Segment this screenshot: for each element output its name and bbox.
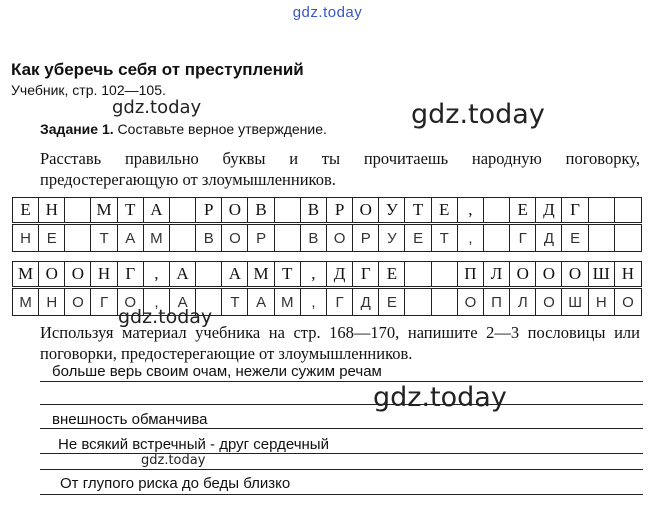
- puzzle-cell: У: [379, 225, 405, 251]
- puzzle-cell: П: [484, 289, 510, 315]
- puzzle-cell: О: [562, 262, 588, 286]
- puzzle-cell: Н: [91, 262, 117, 286]
- puzzle-cell: М: [13, 289, 39, 315]
- puzzle-cell: А: [248, 289, 274, 315]
- puzzle-cell: О: [622, 293, 634, 311]
- puzzle-cell: [615, 225, 641, 251]
- puzzle-cell: М: [13, 262, 39, 286]
- puzzle-cell: Т: [118, 198, 144, 222]
- instruction-2: Используя материал учебника на стр. 168—170, напишите 2—3 пословицы или поговорки, предостерегающие от злоумышленников.: [40, 323, 640, 363]
- puzzle-cell: Е: [39, 225, 65, 251]
- writing-line: [40, 469, 643, 470]
- puzzle-cell: [432, 262, 458, 286]
- puzzle-cell: Г: [562, 198, 588, 222]
- writing-line: [40, 381, 643, 382]
- puzzle-cell: Е: [510, 198, 536, 222]
- page-title: Как уберечь себя от преступлений: [11, 60, 304, 79]
- puzzle-cell: [65, 225, 91, 251]
- puzzle-cell: Т: [222, 289, 248, 315]
- puzzle-cell: В: [301, 225, 327, 251]
- puzzle-cell: Л: [484, 262, 510, 286]
- puzzle-cell: Т: [432, 225, 458, 251]
- puzzle-cell: [405, 262, 431, 286]
- puzzle-cell: Т: [405, 198, 431, 222]
- task-text: Составьте верное утверждение.: [117, 121, 327, 137]
- puzzle-cell: А: [222, 262, 248, 286]
- textbook-reference: Учебник, стр. 102—105.: [11, 82, 166, 98]
- watermark: gdz.today: [373, 382, 507, 413]
- task-label: Задание 1.: [40, 121, 114, 137]
- puzzle-cell: А: [144, 198, 170, 222]
- puzzle-cell: ,: [301, 289, 327, 315]
- puzzle-row2-answer: [12, 288, 642, 316]
- task-heading: [40, 121, 327, 137]
- puzzle-cell: Д: [536, 198, 562, 222]
- puzzle-cell: [170, 198, 196, 222]
- puzzle-cell: О: [39, 262, 65, 286]
- puzzle-cell: [484, 225, 510, 251]
- puzzle-cell: А: [118, 225, 144, 251]
- puzzle-cell: Е: [432, 198, 458, 222]
- puzzle-cell: Г: [91, 289, 117, 315]
- puzzle-cell: Г: [510, 225, 536, 251]
- puzzle-cell: Е: [13, 198, 39, 222]
- puzzle-cell: О: [222, 225, 248, 251]
- puzzle-cell: ,: [301, 262, 327, 286]
- puzzle-cell: О: [118, 289, 144, 315]
- watermark: gdz.today: [141, 453, 206, 468]
- puzzle-cell: Н: [589, 289, 615, 315]
- puzzle-cell: Н: [39, 289, 65, 315]
- puzzle-cell: [170, 225, 196, 251]
- puzzle-cell: Р: [327, 198, 353, 222]
- puzzle-cell: О: [510, 262, 536, 286]
- puzzle-cell: Н: [621, 264, 635, 283]
- puzzle-cell: Д: [536, 225, 562, 251]
- puzzle-cell: Р: [196, 198, 222, 222]
- answer-line-2: внешность обманчива: [52, 411, 208, 428]
- writing-line: [40, 494, 643, 495]
- puzzle-cell: [275, 198, 301, 222]
- watermark: gdz.today: [118, 306, 213, 328]
- watermark-top: gdz.today: [292, 4, 363, 21]
- puzzle-cell: Г: [353, 262, 379, 286]
- puzzle-cell: ,: [458, 198, 484, 222]
- puzzle-row1-answer: [12, 224, 642, 252]
- instruction-1: Расставь правильно буквы и ты прочитаешь народную поговорку, предостерегающую от злоумышленников.: [40, 149, 640, 189]
- puzzle-cell: [65, 198, 91, 222]
- puzzle-cell: Т: [91, 225, 117, 251]
- puzzle-row1-given: [12, 197, 642, 223]
- answer-line-1: больше верь своим очам, нежели сужим речам: [52, 363, 382, 380]
- puzzle-cell: Н: [39, 198, 65, 222]
- puzzle-cell: ,: [144, 289, 170, 315]
- puzzle-cell: Е: [379, 289, 405, 315]
- puzzle-cell: Л: [510, 289, 536, 315]
- answer-line-3: Не всякий встречный - друг сердечный: [58, 436, 329, 453]
- puzzle-cell: Н: [13, 225, 39, 251]
- writing-line: [40, 404, 643, 405]
- puzzle-cell: А: [170, 289, 196, 315]
- puzzle-cell: М: [275, 289, 301, 315]
- puzzle-cell: А: [170, 262, 196, 286]
- puzzle-row2-given: [12, 261, 642, 287]
- puzzle-cell: Е: [379, 262, 405, 286]
- puzzle-cell: Д: [353, 289, 379, 315]
- puzzle-cell: О: [222, 198, 248, 222]
- puzzle-cell: ,: [144, 262, 170, 286]
- puzzle-cell: Г: [118, 262, 144, 286]
- puzzle-cell: Е: [562, 225, 588, 251]
- puzzle-cell: В: [248, 198, 274, 222]
- puzzle-cell: Т: [275, 262, 301, 286]
- puzzle-cell: [589, 225, 615, 251]
- puzzle-cell: О: [65, 289, 91, 315]
- puzzle-cell: М: [144, 225, 170, 251]
- puzzle-cell: ,: [458, 225, 484, 251]
- puzzle-cell: П: [458, 262, 484, 286]
- puzzle-cell: [615, 198, 641, 222]
- puzzle-cell: Р: [353, 225, 379, 251]
- puzzle-cell: [589, 198, 615, 222]
- puzzle-cell: О: [327, 225, 353, 251]
- puzzle-cell: М: [91, 198, 117, 222]
- puzzle-cell: О: [536, 262, 562, 286]
- puzzle-cell: Е: [405, 225, 431, 251]
- watermark: gdz.today: [411, 99, 545, 130]
- puzzle-cell: [484, 198, 510, 222]
- puzzle-cell: [405, 289, 431, 315]
- puzzle-cell: Д: [327, 262, 353, 286]
- puzzle-cell: В: [301, 198, 327, 222]
- writing-line: [40, 453, 643, 454]
- puzzle-cell: В: [196, 225, 222, 251]
- puzzle-cell: [196, 262, 222, 286]
- answer-line-4: От глупого риска до беды близко: [60, 475, 291, 492]
- puzzle-cell: М: [248, 262, 274, 286]
- puzzle-cell: О: [536, 289, 562, 315]
- puzzle-cell: О: [458, 289, 484, 315]
- puzzle-cell: Г: [327, 289, 353, 315]
- puzzle-cell: О: [65, 262, 91, 286]
- writing-line: [40, 428, 643, 429]
- puzzle-cell: Ш: [562, 289, 588, 315]
- watermark: gdz.today: [112, 97, 202, 118]
- puzzle-cell: Р: [248, 225, 274, 251]
- puzzle-cell: Ш: [589, 262, 615, 286]
- puzzle-cell: О: [353, 198, 379, 222]
- puzzle-cell: [432, 289, 458, 315]
- puzzle-cell: [275, 225, 301, 251]
- puzzle-cell: У: [379, 198, 405, 222]
